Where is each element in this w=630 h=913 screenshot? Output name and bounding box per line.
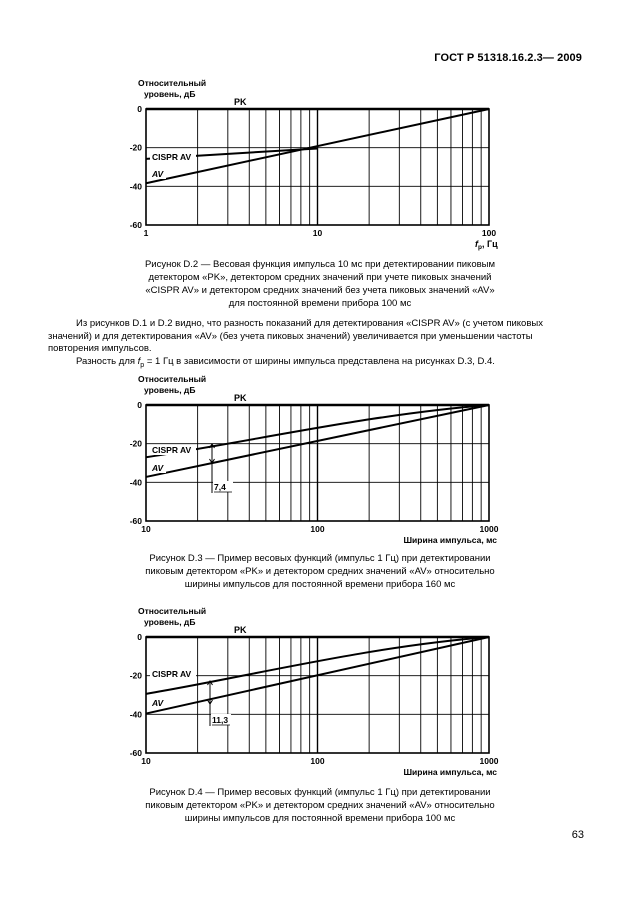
body-paragraph-2 [76,356,596,372]
series-cispr-label: CISPR AV [152,669,192,679]
frequency-symbol: f [137,356,141,367]
caption-figure-d3 [110,552,530,591]
paragraph-text: = 1 Гц в зависимости от ширины импульса представлена на рисунках D.3, D.4. [144,356,495,367]
paragraph-line: значений) и для детектирования «AV» (без учета пиковых значений) увеличивается при уменьшении частоты [48,330,533,342]
x-axis-label: Ширина импульса, мс [403,535,497,545]
document-header: ГОСТ Р 51318.16.2.3— 2009 [434,52,582,64]
page-number: 63 [571,829,584,841]
y-tick-label: -60 [129,748,142,758]
caption-line: Рисунок D.4 — Пример весовых функций (импульс 1 Гц) при детектировании [149,787,491,798]
caption-line: пиковым детектором «PK» и детектором средних значений «AV» относительно [145,566,495,577]
caption-line: «CISPR AV» и детектором средних значений без учета пиковых значений «AV» [145,285,495,296]
series-pk-label: PK [234,97,247,107]
y-tick-label: -20 [129,670,142,681]
chart-figure-d4 [100,606,530,781]
paragraph-line: повторения импульсов. [48,343,152,354]
x-tick-label: 100 [310,756,325,766]
caption-line: ширины импульсов для постоянной времени прибора 160 мс [184,579,456,590]
chart-figure-d3 [100,374,530,549]
x-tick-label: 100 [481,228,497,238]
x-tick-label: 10 [312,228,323,238]
series-av-label: AV [152,169,164,179]
caption-figure-d4 [110,786,530,825]
x-tick-label: 100 [310,524,325,534]
series-pk-label: PK [234,625,247,635]
x-axis-label [475,239,498,251]
y-tick-label: 0 [137,400,142,410]
x-axis-unit: , Гц [481,239,498,249]
caption-line: Рисунок D.2 — Весовая функция импульса 10 мс при детектировании пиковым [144,259,496,270]
chart-svg [100,374,530,549]
difference-label: 7,4 [214,482,226,492]
series-cispr-label: CISPR AV [152,445,192,455]
chart-figure-d2 [100,78,530,253]
y-axis-label: уровень, дБ [144,617,196,627]
paragraph-text: Разность для [76,356,138,367]
caption-figure-d2 [110,258,530,310]
body-paragraph-1 [48,318,588,356]
chart-svg [100,606,530,781]
y-tick-label: -40 [129,709,142,720]
series-cispr-label: CISPR AV [152,152,192,162]
series-pk-label: PK [234,393,247,403]
x-tick-label: 1 [143,228,149,238]
caption-line: ширины импульсов для постоянной времени прибора 100 мс [184,813,456,824]
x-tick-label: 10 [141,524,151,534]
y-tick-label: -60 [129,220,142,230]
caption-line: пиковым детектором «PK» и детектором средних значений «AV» относительно [145,800,495,811]
y-tick-label: -20 [129,142,142,153]
series-av-label: AV [152,698,164,708]
x-tick-label: 1000 [479,756,499,766]
caption-line: детектором «PK», детектором средних значений при учете пиковых значений [148,272,492,283]
y-axis-label: уровень, дБ [144,385,196,395]
paragraph-line: Из рисунков D.1 и D.2 видно, что разность показаний для детектирования «CISPR AV» (с учетом пиковых [76,318,543,329]
chart-svg [100,78,530,253]
series-av-label: AV [152,463,164,473]
x-axis-label: Ширина импульса, мс [403,767,497,777]
y-tick-label: -40 [129,181,142,192]
y-axis-label: Относительный [138,374,207,384]
y-tick-label: -20 [129,438,142,449]
y-axis-label: уровень, дБ [144,89,196,99]
y-tick-label: -40 [129,477,142,488]
caption-line: Рисунок D.3 — Пример весовых функций (импульс 1 Гц) при детектировании [149,553,491,564]
y-axis-label: Относительный [138,606,207,616]
y-tick-label: -60 [129,516,142,526]
x-axis-symbol: f [475,239,478,249]
difference-label: 11,3 [212,715,229,725]
x-axis-subscript: p [478,244,482,251]
x-tick-label: 10 [141,756,151,766]
y-tick-label: 0 [137,104,142,114]
frequency-subscript: p [140,361,145,369]
x-tick-label: 1000 [479,524,499,534]
y-axis-label: Относительный [138,78,207,88]
y-tick-label: 0 [137,632,142,642]
caption-line: для постоянной времени прибора 100 мс [228,298,412,309]
